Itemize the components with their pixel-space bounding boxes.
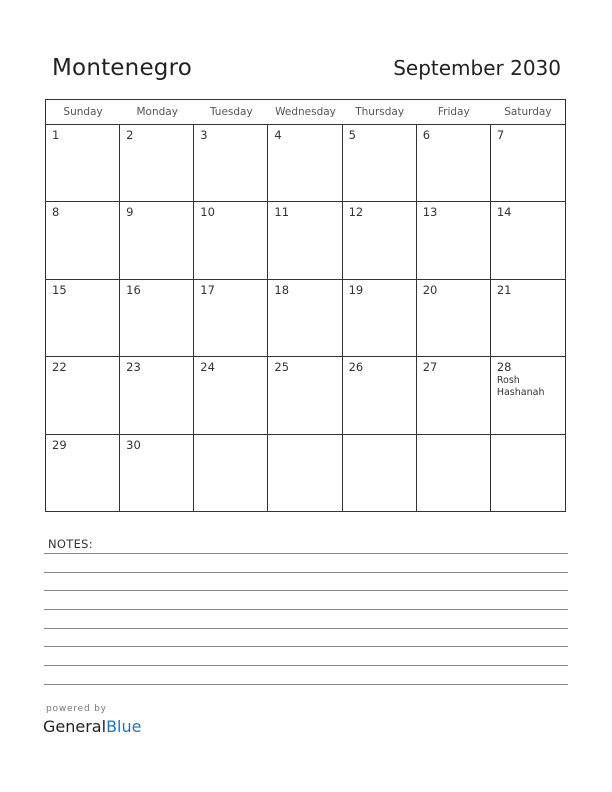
day-cell [46,202,120,279]
day-cell [120,280,194,357]
calendar-grid [45,99,566,512]
day-number: 30 [126,437,141,452]
day-cell [417,125,491,202]
day-cell [194,125,268,202]
day-cell [268,280,342,357]
day-cell [417,435,491,512]
day-cell [491,280,565,357]
day-number: 9 [126,205,134,220]
day-cell [120,202,194,279]
day-number: 24 [200,360,215,375]
day-cell [46,125,120,202]
day-cell [46,435,120,512]
month-year-title: September 2030 [393,56,561,80]
day-number: 5 [348,128,356,142]
note-line [44,609,568,610]
day-number: 26 [348,360,364,375]
day-number: 15 [52,282,67,297]
note-line [44,646,568,647]
note-line [44,553,568,554]
day-cell [268,357,342,434]
day-number: 6 [422,128,431,142]
day-number: 3 [200,128,208,142]
day-number: 23 [126,360,141,375]
weekday-monday: Monday [136,106,178,118]
day-number: 21 [496,282,512,297]
weekday-thursday: Thursday [355,106,405,118]
day-number: 10 [200,205,215,220]
day-cell [268,435,342,512]
brand-general: General [43,717,107,736]
powered-by-text: powered by [46,704,107,714]
calendar-body [46,125,565,512]
weekday-wednesday: Wednesday [275,106,336,118]
country-title: Montenegro [52,55,193,81]
day-cell [194,435,268,512]
day-cell [417,280,491,357]
day-number: 17 [200,282,215,297]
day-number: 1 [52,128,60,142]
day-cell [46,357,120,434]
day-cell [194,357,268,434]
day-cell [268,202,342,279]
day-number: 12 [348,205,364,220]
day-cell [343,357,417,434]
day-cell [194,280,268,357]
note-line [44,572,568,573]
weekday-saturday: Saturday [504,106,552,118]
notes-label: NOTES: [48,537,93,551]
day-number: 7 [496,128,505,142]
weekday-header-row [46,100,565,125]
day-number: 4 [274,128,282,142]
day-cell [491,202,565,279]
day-cell [120,435,194,512]
day-number: 8 [52,205,60,220]
note-line [44,590,568,591]
day-cell [417,202,491,279]
holiday-event: Rosh Hashanah [496,375,545,399]
day-number: 20 [422,282,438,297]
brand-blue: Blue [106,717,142,736]
note-line [44,684,568,685]
day-cell [491,357,565,434]
day-number: 2 [126,128,134,142]
day-number: 18 [274,282,290,297]
day-cell [491,435,565,512]
day-number: 19 [348,282,364,297]
day-cell [120,125,194,202]
day-cell [491,125,565,202]
day-cell [194,202,268,279]
day-number: 14 [496,205,512,220]
day-cell [120,357,194,434]
day-number: 22 [52,360,67,375]
weekday-friday: Friday [437,106,470,118]
day-cell [343,125,417,202]
day-cell [343,202,417,279]
weekday-tuesday: Tuesday [209,106,253,118]
weekday-sunday: Sunday [63,106,103,118]
day-number: 29 [52,437,67,452]
day-cell [417,357,491,434]
day-number: 11 [274,205,290,220]
day-number: 13 [422,205,438,220]
day-cell [268,125,342,202]
day-cell [46,280,120,357]
day-number: 28 [496,360,512,375]
note-line [44,628,568,629]
day-cell [343,435,417,512]
note-line [44,665,568,666]
day-cell [343,280,417,357]
day-number: 27 [422,360,438,375]
day-number: 25 [274,360,290,375]
day-number: 16 [126,282,141,297]
brand-logo[interactable] [43,717,141,736]
